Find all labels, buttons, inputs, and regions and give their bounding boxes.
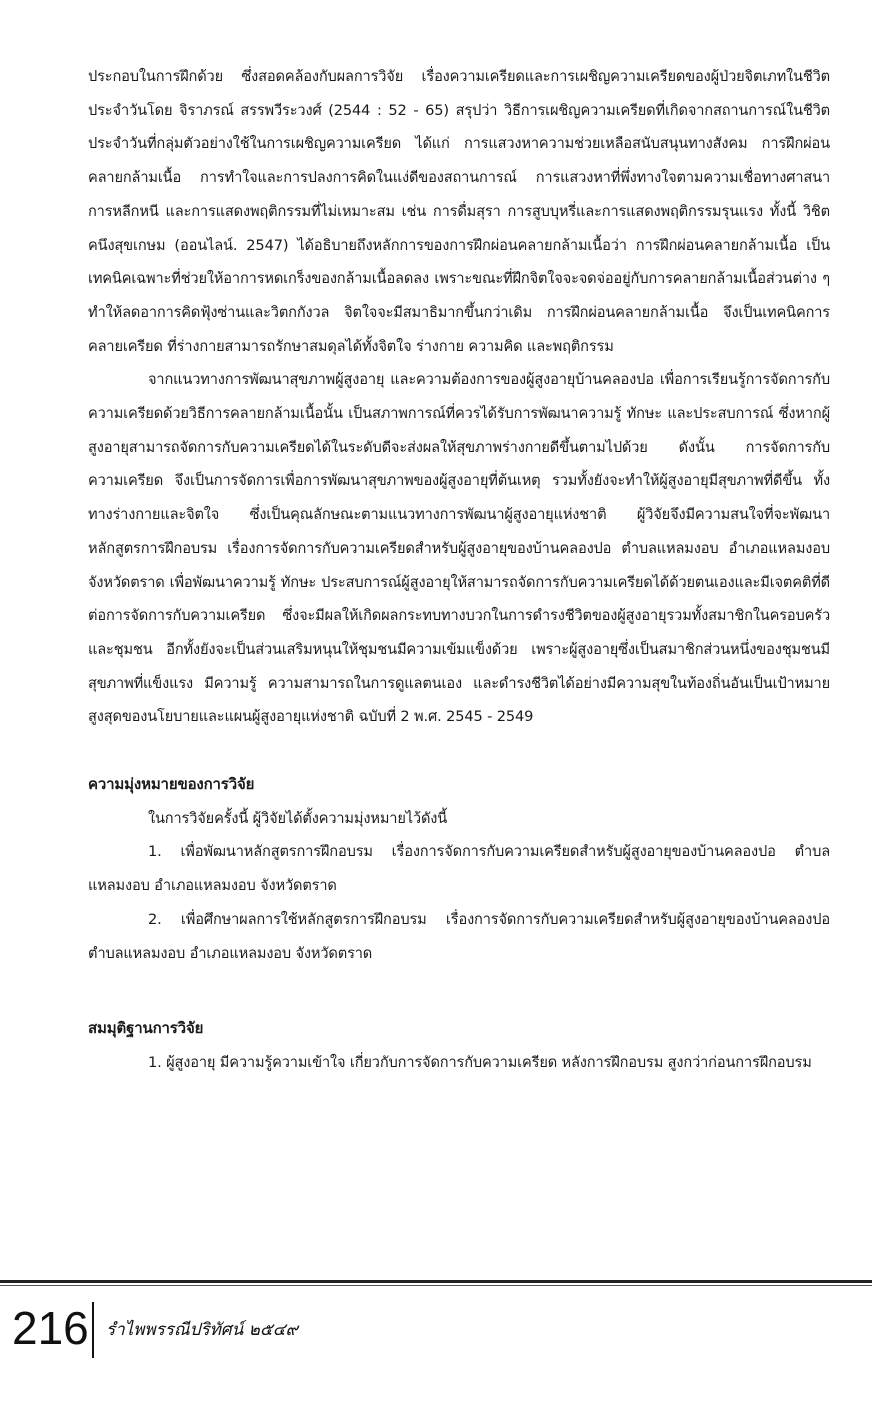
paragraph-continuation: ประกอบในการฝึกด้วย ซึ่งสอดคล้องกับผลการวิจัย เรื่องความเครียดและการเผชิญความเครียดของผู้ป่วยจิตเภทในชีวิตประจำวันโดย จิราภรณ์ สรรพวีระวงศ์ (2544 : 52 - 65) สรุปว่า วิธีการเผชิญความเครียดที่เกิดจากสถานการณ์ในชีวิตประจำวันที่กลุ่มตัวอย่างใช้ในการเผชิญความเครียด ได้แก่ การแสวงหาความช่วยเหลือสนับสนุนทางสังคม การฝึกผ่อนคลายกล้ามเนื้อ การทำใจและการปลงการคิดในแง่ดีของสถานการณ์ การแสวงหาที่พึ่งทางใจตามความเชื่อทางศาสนา การหลีกหนี และการแสดงพฤติกรรมที่ไม่เหมาะสม เช่น การดื่มสุรา การสูบบุหรี่และการแสดงพฤติกรรมรุนแรง ทั้งนี้ วิชิต คนึงสุขเกษม (ออนไลน์. 2547) ได้อธิบายถึงหลักการของการฝึกผ่อนคลายกล้ามเนื้อว่า การฝึกผ่อนคลายกล้ามเนื้อ เป็นเทคนิคเฉพาะที่ช่วยให้อาการหดเกร็งของกล้ามเนื้อลดลง เพราะขณะที่ฝึกจิตใจจะจดจ่ออยู่กับการคลายกล้ามเนื้อส่วนต่าง ๆ ทำให้ลดอาการคิดฟุ้งซ่านและวิตกกังวล จิตใจจะมีสมาธิมากขึ้นกว่าเดิม การฝึกผ่อนคลายกล้ามเนื้อ จึงเป็นเทคนิคการคลายเครียด ที่ร่างกายสามารถรักษาสมดุลได้ทั้งจิตใจ ร่างกาย ความคิด และพฤติกรรม [88,68,830,355]
objective-item-2: 2. เพื่อศึกษาผลการใช้หลักสูตรการฝึกอบรม เรื่องการจัดการกับความเครียดสำหรับผู้สูงอายุของบ้านคลองปอ ตำบลแหลมงอบ อำเภอแหลมงอบ จังหวัดตราด [88,910,830,962]
section-heading-objectives: ความมุ่งหมายของการวิจัย [88,775,255,794]
journal-title: รำไพพรรณีปริทัศน์ ๒๕๔๙ [106,1320,299,1340]
objectives-intro: ในการวิจัยครั้งนี้ ผู้วิจัยได้ตั้งความมุ่งหมายไว้ดังนี้ [148,809,448,827]
section-heading-hypothesis: สมมุติฐานการวิจัย [88,1019,204,1038]
hypothesis-item-1: 1. ผู้สูงอายุ มีความรู้ความเข้าใจ เกี่ยวกับการจัดการกับความเครียด หลังการฝึกอบรม สูงกว่าก่อนการฝึกอบรม [148,1053,812,1071]
footer-divider-thin [0,1285,872,1286]
footer-divider [0,1280,872,1283]
article-body [88,60,830,1080]
footer-vertical-bar [92,1302,94,1358]
objective-item-1: 1. เพื่อพัฒนาหลักสูตรการฝึกอบรม เรื่องการจัดการกับความเครียดสำหรับผู้สูงอายุของบ้านคลองปอ ตำบลแหลมงอบ อำเภอแหลมงอบ จังหวัดตราด [88,843,830,895]
page-number: 216 [12,1302,89,1354]
paragraph-rationale: จากแนวทางการพัฒนาสุขภาพผู้สูงอายุ และความต้องการของผู้สูงอายุบ้านคลองปอ เพื่อการเรียนรู้การจัดการกับความเครียดด้วยวิธีการคลายกล้ามเนื้อนั้น เป็นสภาพการณ์ที่ควรได้รับการพัฒนาความรู้ ทักษะ และประสบการณ์ ซึ่งหากผู้สูงอายุสามารถจัดการกับความเครียดได้ในระดับดีจะส่งผลให้สุขภาพร่างกายดีขึ้นตามไปด้วย ดังนั้น การจัดการกับความเครียด จึงเป็นการจัดการเพื่อการพัฒนาสุขภาพของผู้สูงอายุที่ต้นเหตุ รวมทั้งยังจะทำให้ผู้สูงอายุมีสุขภาพที่ดีขึ้น ทั้งทางร่างกายและจิตใจ ซึ่งเป็นคุณลักษณะตามแนวทางการพัฒนาผู้สูงอายุแห่งชาติ ผู้วิจัยจึงมีความสนใจที่จะพัฒนาหลักสูตรการฝึกอบรม เรื่องการจัดการกับความเครียดสำหรับผู้สูงอายุของบ้านคลองปอ ตำบลแหลมงอบ อำเภอแหลมงอบ จังหวัดตราด เพื่อพัฒนาความรู้ ทักษะ ประสบการณ์ผู้สูงอายุให้สามารถจัดการกับความเครียดได้ด้วยตนเองและมีเจตคติที่ดีต่อการจัดการกับความเครียด ซึ่งจะมีผลให้เกิดผลกระทบทางบวกในการดำรงชีวิตของผู้สูงอายุรวมทั้งสมาชิกในครอบครัวและชุมชน อีกทั้งยังจะเป็นส่วนเสริมหนุนให้ชุมชนมีความเข้มแข็งด้วย เพราะผู้สูงอายุซึ่งเป็นสมาชิกส่วนหนึ่งของชุมชนมีสุขภาพที่แข็งแรง มีความรู้ ความสามารถในการดูแลตนเอง และดำรงชีวิตได้อย่างมีความสุขในท้องถิ่นอันเป็นเป้าหมายสูงสุดของนโยบายและแผนผู้สูงอายุแห่งชาติ ฉบับที่ 2 พ.ศ. 2545 - 2549 [88,371,830,726]
